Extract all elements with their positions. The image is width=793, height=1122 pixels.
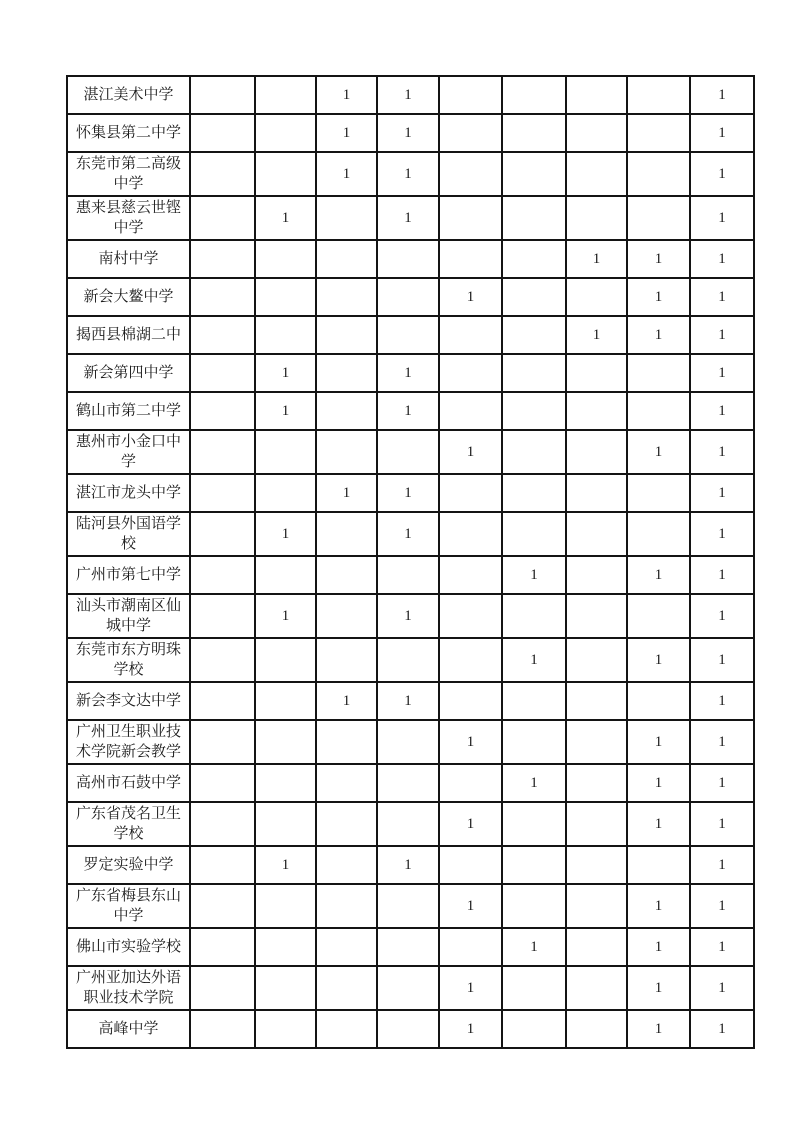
value-cell bbox=[502, 802, 566, 846]
school-name: 鹤山市第二中学 bbox=[76, 403, 182, 419]
value-cell: 1 bbox=[377, 846, 439, 884]
value-cell: 1 bbox=[255, 392, 316, 430]
value-cell bbox=[316, 196, 377, 240]
school-name: 高州市石鼓中学 bbox=[76, 775, 182, 791]
value-cell bbox=[255, 430, 316, 474]
value-cell: 1 bbox=[690, 966, 754, 1010]
value-cell bbox=[566, 278, 627, 316]
value-cell bbox=[190, 512, 255, 556]
value-cell: 1 bbox=[690, 392, 754, 430]
value-cell: 1 bbox=[690, 152, 754, 196]
table-row bbox=[67, 240, 754, 278]
school-name-cell bbox=[67, 1010, 190, 1048]
school-name-cell bbox=[67, 846, 190, 884]
table-row bbox=[67, 196, 754, 240]
value-cell: 1 bbox=[627, 928, 690, 966]
value-cell bbox=[502, 966, 566, 1010]
value-cell bbox=[439, 392, 502, 430]
table-row bbox=[67, 152, 754, 196]
value-cell: 1 bbox=[439, 430, 502, 474]
value-cell bbox=[439, 928, 502, 966]
value-cell bbox=[566, 928, 627, 966]
value-cell bbox=[316, 240, 377, 278]
value-cell bbox=[502, 240, 566, 278]
school-name: 广州市第七中学 bbox=[76, 567, 182, 583]
value-cell: 1 bbox=[316, 682, 377, 720]
table-row bbox=[67, 512, 754, 556]
value-cell bbox=[316, 846, 377, 884]
school-name: 东莞市东方明珠学校 bbox=[76, 642, 182, 678]
table-row bbox=[67, 966, 754, 1010]
value-cell bbox=[439, 76, 502, 114]
table-row bbox=[67, 846, 754, 884]
value-cell: 1 bbox=[316, 152, 377, 196]
value-cell: 1 bbox=[690, 556, 754, 594]
value-cell bbox=[377, 638, 439, 682]
value-cell bbox=[316, 594, 377, 638]
school-name: 广州卫生职业技术学院新会教学 bbox=[76, 724, 182, 760]
school-table bbox=[66, 75, 755, 1049]
value-cell bbox=[255, 682, 316, 720]
value-cell bbox=[190, 764, 255, 802]
value-cell bbox=[377, 278, 439, 316]
value-cell: 1 bbox=[502, 556, 566, 594]
school-name: 湛江市龙头中学 bbox=[76, 485, 182, 501]
school-name-cell bbox=[67, 966, 190, 1010]
table-row bbox=[67, 114, 754, 152]
value-cell bbox=[627, 76, 690, 114]
value-cell: 1 bbox=[627, 1010, 690, 1048]
value-cell bbox=[439, 240, 502, 278]
value-cell: 1 bbox=[627, 556, 690, 594]
value-cell bbox=[566, 720, 627, 764]
value-cell: 1 bbox=[377, 392, 439, 430]
value-cell bbox=[502, 594, 566, 638]
value-cell bbox=[316, 430, 377, 474]
table-row bbox=[67, 392, 754, 430]
value-cell bbox=[566, 196, 627, 240]
value-cell bbox=[255, 966, 316, 1010]
value-cell: 1 bbox=[566, 316, 627, 354]
school-name: 新会李文达中学 bbox=[76, 693, 182, 709]
value-cell bbox=[502, 278, 566, 316]
value-cell bbox=[439, 594, 502, 638]
value-cell bbox=[566, 802, 627, 846]
value-cell: 1 bbox=[377, 76, 439, 114]
school-name-cell bbox=[67, 802, 190, 846]
value-cell: 1 bbox=[502, 638, 566, 682]
value-cell: 1 bbox=[255, 196, 316, 240]
value-cell bbox=[566, 638, 627, 682]
value-cell bbox=[502, 682, 566, 720]
value-cell bbox=[377, 316, 439, 354]
value-cell bbox=[627, 392, 690, 430]
value-cell: 1 bbox=[377, 114, 439, 152]
value-cell bbox=[566, 512, 627, 556]
value-cell: 1 bbox=[439, 802, 502, 846]
school-name-cell bbox=[67, 720, 190, 764]
value-cell bbox=[566, 682, 627, 720]
school-name: 湛江美术中学 bbox=[83, 87, 174, 103]
value-cell: 1 bbox=[377, 196, 439, 240]
school-name: 新会第四中学 bbox=[83, 365, 174, 381]
value-cell: 1 bbox=[690, 512, 754, 556]
school-name: 广东省茂名卫生学校 bbox=[76, 806, 182, 842]
school-name: 惠州市小金口中学 bbox=[76, 434, 182, 470]
school-name-cell bbox=[67, 594, 190, 638]
value-cell bbox=[190, 682, 255, 720]
value-cell bbox=[190, 966, 255, 1010]
value-cell: 1 bbox=[690, 720, 754, 764]
table-row bbox=[67, 354, 754, 392]
value-cell bbox=[566, 392, 627, 430]
value-cell bbox=[255, 152, 316, 196]
school-name-cell bbox=[67, 278, 190, 316]
value-cell bbox=[566, 474, 627, 512]
value-cell bbox=[439, 556, 502, 594]
school-name-cell bbox=[67, 196, 190, 240]
value-cell bbox=[255, 76, 316, 114]
value-cell: 1 bbox=[690, 884, 754, 928]
value-cell bbox=[439, 354, 502, 392]
school-name-cell bbox=[67, 152, 190, 196]
value-cell bbox=[255, 240, 316, 278]
value-cell: 1 bbox=[255, 512, 316, 556]
table-row bbox=[67, 928, 754, 966]
value-cell: 1 bbox=[255, 846, 316, 884]
value-cell: 1 bbox=[690, 594, 754, 638]
school-name-cell bbox=[67, 76, 190, 114]
value-cell bbox=[316, 966, 377, 1010]
value-cell bbox=[627, 594, 690, 638]
value-cell bbox=[255, 802, 316, 846]
value-cell bbox=[439, 638, 502, 682]
value-cell bbox=[316, 884, 377, 928]
value-cell bbox=[566, 354, 627, 392]
value-cell bbox=[627, 196, 690, 240]
value-cell: 1 bbox=[627, 316, 690, 354]
value-cell bbox=[502, 846, 566, 884]
value-cell bbox=[566, 114, 627, 152]
value-cell: 1 bbox=[690, 764, 754, 802]
table-row bbox=[67, 1010, 754, 1048]
value-cell bbox=[377, 884, 439, 928]
value-cell: 1 bbox=[627, 802, 690, 846]
value-cell: 1 bbox=[690, 278, 754, 316]
school-name: 怀集县第二中学 bbox=[76, 125, 182, 141]
table-row bbox=[67, 764, 754, 802]
value-cell bbox=[439, 846, 502, 884]
value-cell bbox=[377, 966, 439, 1010]
value-cell bbox=[255, 474, 316, 512]
value-cell bbox=[316, 638, 377, 682]
value-cell bbox=[190, 76, 255, 114]
value-cell bbox=[566, 556, 627, 594]
value-cell bbox=[439, 682, 502, 720]
value-cell bbox=[316, 354, 377, 392]
value-cell bbox=[502, 430, 566, 474]
value-cell bbox=[190, 354, 255, 392]
value-cell bbox=[439, 764, 502, 802]
value-cell: 1 bbox=[690, 802, 754, 846]
value-cell bbox=[190, 474, 255, 512]
value-cell: 1 bbox=[690, 76, 754, 114]
value-cell bbox=[190, 1010, 255, 1048]
value-cell bbox=[316, 316, 377, 354]
value-cell bbox=[316, 928, 377, 966]
value-cell bbox=[627, 152, 690, 196]
school-name: 佛山市实验学校 bbox=[76, 939, 182, 955]
value-cell bbox=[502, 474, 566, 512]
table-row bbox=[67, 884, 754, 928]
value-cell bbox=[190, 152, 255, 196]
table-row bbox=[67, 682, 754, 720]
table-row bbox=[67, 556, 754, 594]
value-cell bbox=[566, 76, 627, 114]
value-cell: 1 bbox=[377, 354, 439, 392]
value-cell bbox=[566, 764, 627, 802]
value-cell bbox=[190, 240, 255, 278]
value-cell bbox=[627, 354, 690, 392]
value-cell bbox=[255, 1010, 316, 1048]
value-cell bbox=[502, 354, 566, 392]
value-cell bbox=[377, 430, 439, 474]
school-name: 罗定实验中学 bbox=[83, 857, 174, 873]
value-cell bbox=[439, 474, 502, 512]
value-cell bbox=[255, 278, 316, 316]
value-cell bbox=[255, 114, 316, 152]
table-row bbox=[67, 76, 754, 114]
value-cell bbox=[255, 720, 316, 764]
school-name-cell bbox=[67, 764, 190, 802]
school-name-cell bbox=[67, 512, 190, 556]
value-cell: 1 bbox=[316, 76, 377, 114]
value-cell bbox=[377, 1010, 439, 1048]
value-cell: 1 bbox=[627, 884, 690, 928]
value-cell bbox=[255, 638, 316, 682]
value-cell bbox=[190, 392, 255, 430]
value-cell: 1 bbox=[627, 638, 690, 682]
value-cell bbox=[190, 928, 255, 966]
value-cell: 1 bbox=[690, 682, 754, 720]
school-name: 揭西县棉湖二中 bbox=[76, 327, 182, 343]
value-cell: 1 bbox=[690, 1010, 754, 1048]
value-cell bbox=[502, 114, 566, 152]
school-name: 南村中学 bbox=[98, 251, 159, 267]
value-cell bbox=[502, 720, 566, 764]
value-cell bbox=[377, 240, 439, 278]
value-cell bbox=[255, 928, 316, 966]
value-cell bbox=[316, 278, 377, 316]
value-cell bbox=[439, 152, 502, 196]
value-cell bbox=[190, 720, 255, 764]
value-cell: 1 bbox=[439, 720, 502, 764]
table-row bbox=[67, 720, 754, 764]
value-cell bbox=[190, 638, 255, 682]
value-cell bbox=[439, 114, 502, 152]
school-name: 汕头市潮南区仙城中学 bbox=[76, 598, 182, 634]
value-cell bbox=[627, 846, 690, 884]
school-name-cell bbox=[67, 316, 190, 354]
school-name-cell bbox=[67, 682, 190, 720]
value-cell: 1 bbox=[316, 474, 377, 512]
table-row bbox=[67, 802, 754, 846]
school-name-cell bbox=[67, 474, 190, 512]
value-cell bbox=[255, 764, 316, 802]
value-cell bbox=[316, 512, 377, 556]
school-name: 新会大鳌中学 bbox=[83, 289, 174, 305]
value-cell bbox=[627, 474, 690, 512]
value-cell bbox=[502, 884, 566, 928]
value-cell bbox=[566, 966, 627, 1010]
value-cell bbox=[566, 594, 627, 638]
value-cell bbox=[190, 114, 255, 152]
value-cell bbox=[439, 196, 502, 240]
value-cell bbox=[255, 884, 316, 928]
value-cell bbox=[566, 152, 627, 196]
value-cell: 1 bbox=[627, 240, 690, 278]
value-cell: 1 bbox=[439, 278, 502, 316]
value-cell bbox=[190, 278, 255, 316]
value-cell bbox=[316, 392, 377, 430]
value-cell: 1 bbox=[377, 152, 439, 196]
value-cell bbox=[502, 1010, 566, 1048]
value-cell bbox=[377, 556, 439, 594]
value-cell bbox=[190, 316, 255, 354]
value-cell: 1 bbox=[690, 928, 754, 966]
value-cell bbox=[255, 556, 316, 594]
value-cell bbox=[190, 884, 255, 928]
value-cell: 1 bbox=[690, 638, 754, 682]
value-cell: 1 bbox=[690, 196, 754, 240]
table-row bbox=[67, 430, 754, 474]
value-cell: 1 bbox=[627, 966, 690, 1010]
value-cell: 1 bbox=[502, 928, 566, 966]
school-name: 陆河县外国语学校 bbox=[76, 516, 182, 552]
school-name: 高峰中学 bbox=[98, 1021, 159, 1037]
value-cell bbox=[316, 556, 377, 594]
school-name-cell bbox=[67, 884, 190, 928]
value-cell: 1 bbox=[377, 474, 439, 512]
school-name: 惠来县慈云世铿中学 bbox=[76, 200, 182, 236]
value-cell: 1 bbox=[627, 278, 690, 316]
school-name-cell bbox=[67, 638, 190, 682]
value-cell bbox=[377, 802, 439, 846]
value-cell bbox=[566, 1010, 627, 1048]
value-cell bbox=[377, 720, 439, 764]
value-cell bbox=[316, 720, 377, 764]
school-name-cell bbox=[67, 392, 190, 430]
value-cell: 1 bbox=[690, 430, 754, 474]
table-row bbox=[67, 594, 754, 638]
value-cell bbox=[627, 512, 690, 556]
value-cell bbox=[502, 316, 566, 354]
value-cell: 1 bbox=[627, 764, 690, 802]
value-cell bbox=[377, 928, 439, 966]
value-cell: 1 bbox=[627, 720, 690, 764]
value-cell: 1 bbox=[690, 846, 754, 884]
value-cell: 1 bbox=[377, 682, 439, 720]
value-cell: 1 bbox=[255, 354, 316, 392]
value-cell bbox=[316, 802, 377, 846]
value-cell bbox=[627, 114, 690, 152]
school-name-cell bbox=[67, 354, 190, 392]
value-cell bbox=[190, 846, 255, 884]
value-cell bbox=[439, 316, 502, 354]
value-cell: 1 bbox=[690, 240, 754, 278]
value-cell: 1 bbox=[690, 354, 754, 392]
school-name-cell bbox=[67, 430, 190, 474]
school-name-cell bbox=[67, 556, 190, 594]
school-name-cell bbox=[67, 240, 190, 278]
value-cell bbox=[190, 556, 255, 594]
value-cell bbox=[255, 316, 316, 354]
value-cell bbox=[316, 764, 377, 802]
value-cell bbox=[502, 152, 566, 196]
table-row bbox=[67, 638, 754, 682]
value-cell: 1 bbox=[690, 316, 754, 354]
table-row bbox=[67, 474, 754, 512]
value-cell: 1 bbox=[439, 966, 502, 1010]
value-cell: 1 bbox=[439, 884, 502, 928]
value-cell: 1 bbox=[690, 114, 754, 152]
value-cell bbox=[377, 764, 439, 802]
value-cell bbox=[190, 594, 255, 638]
value-cell bbox=[316, 1010, 377, 1048]
value-cell bbox=[190, 430, 255, 474]
value-cell bbox=[502, 76, 566, 114]
school-name: 广东省梅县东山中学 bbox=[76, 888, 182, 924]
table-row bbox=[67, 278, 754, 316]
value-cell: 1 bbox=[316, 114, 377, 152]
school-name-cell bbox=[67, 928, 190, 966]
value-cell: 1 bbox=[439, 1010, 502, 1048]
value-cell bbox=[566, 846, 627, 884]
school-name: 广州亚加达外语职业技术学院 bbox=[76, 970, 182, 1006]
value-cell: 1 bbox=[690, 474, 754, 512]
value-cell bbox=[502, 392, 566, 430]
value-cell bbox=[439, 512, 502, 556]
school-name: 东莞市第二高级中学 bbox=[76, 156, 182, 192]
value-cell bbox=[627, 682, 690, 720]
value-cell: 1 bbox=[566, 240, 627, 278]
value-cell bbox=[190, 802, 255, 846]
value-cell bbox=[566, 884, 627, 928]
value-cell: 1 bbox=[377, 594, 439, 638]
value-cell: 1 bbox=[627, 430, 690, 474]
value-cell bbox=[502, 512, 566, 556]
value-cell: 1 bbox=[255, 594, 316, 638]
school-name-cell bbox=[67, 114, 190, 152]
value-cell: 1 bbox=[502, 764, 566, 802]
value-cell: 1 bbox=[377, 512, 439, 556]
value-cell bbox=[566, 430, 627, 474]
table-row bbox=[67, 316, 754, 354]
value-cell bbox=[190, 196, 255, 240]
value-cell bbox=[502, 196, 566, 240]
